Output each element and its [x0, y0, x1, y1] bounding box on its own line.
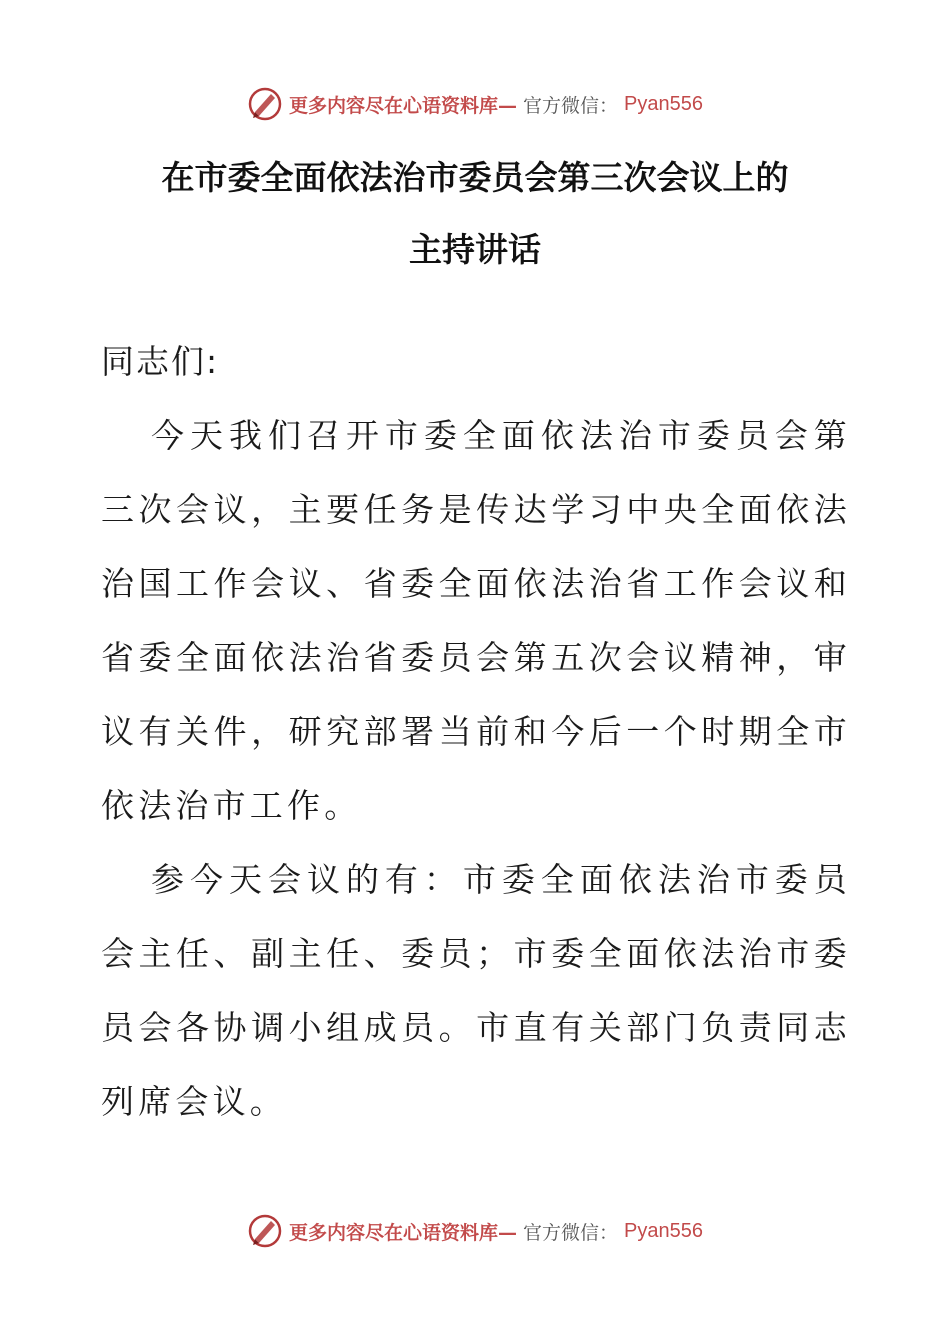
salutation: 同志们:	[101, 342, 220, 381]
banner-wechat-id: Pyan556	[624, 1219, 703, 1242]
banner-wechat-label: 官方微信：	[523, 1221, 619, 1244]
banner-text: 更多内容尽在心语资料库—	[289, 94, 518, 117]
document-body	[101, 325, 851, 1139]
pen-logo-icon	[247, 1213, 283, 1249]
body-paragraph-2: 参今天会议的有：市委全面依法治市委员会主任、副主任、委员；市委全面依法治市委员会各协调小组成员。市直有关部门负责同志列席会议。	[101, 860, 851, 1121]
header-watermark-banner	[0, 84, 950, 124]
document-title-line2: 主持讲话	[409, 230, 541, 269]
footer-watermark-banner	[0, 1211, 950, 1251]
banner-wechat-label: 官方微信：	[523, 94, 619, 117]
pen-logo-icon	[247, 86, 283, 122]
body-paragraph-1: 今天我们召开市委全面依法治市委员会第三次会议，主要任务是传达学习中央全面依法治国工作会议、省委全面依法治省工作会议和省委全面依法治省委员会第五次会议精神，审议有关件，研究部署当前和今后一个时期全市依法治市工作。	[101, 416, 851, 825]
banner-wechat-id: Pyan556	[624, 92, 703, 115]
document-title-line1: 在市委全面依法治市委员会第三次会议上的	[161, 158, 789, 197]
banner-text: 更多内容尽在心语资料库—	[289, 1221, 518, 1244]
